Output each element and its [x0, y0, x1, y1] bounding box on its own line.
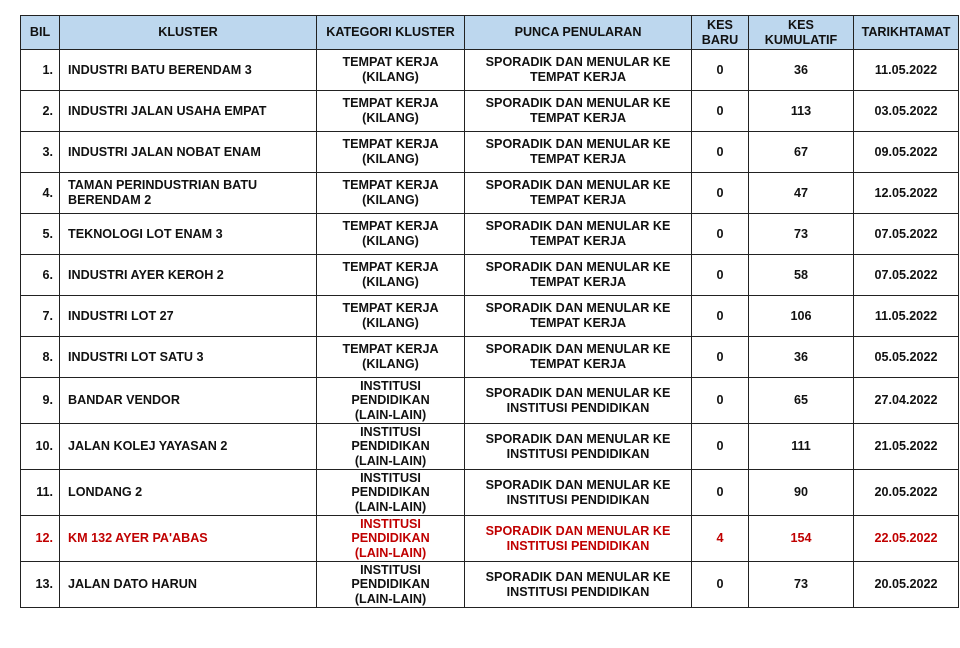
table-row: [21, 91, 959, 132]
cell-punca: SPORADIK DAN MENULAR KE INSTITUSI PENDIDIKAN: [465, 562, 692, 608]
cell-kluster: INDUSTRI BATU BERENDAM 3: [60, 50, 317, 91]
cell-kes-baru: 0: [692, 562, 749, 608]
cell-bil: 7.: [21, 296, 60, 337]
cell-kes-baru: 0: [692, 50, 749, 91]
cell-tarikh: 07.05.2022: [854, 214, 959, 255]
cell-kes-kumulatif: 111: [749, 424, 854, 470]
cell-bil: 4.: [21, 173, 60, 214]
table-header-row: [21, 16, 959, 50]
cell-kategori: TEMPAT KERJA (KILANG): [317, 50, 465, 91]
cell-bil: 9.: [21, 378, 60, 424]
cell-tarikh: 11.05.2022: [854, 296, 959, 337]
header-kluster: KLUSTER: [60, 16, 317, 50]
cell-kes-baru: 0: [692, 173, 749, 214]
cell-bil: 1.: [21, 50, 60, 91]
table-row: [21, 470, 959, 516]
cell-kes-kumulatif: 106: [749, 296, 854, 337]
cell-kes-kumulatif: 67: [749, 132, 854, 173]
cell-kategori: TEMPAT KERJA (KILANG): [317, 337, 465, 378]
cell-kategori: INSTITUSI PENDIDIKAN (LAIN-LAIN): [317, 470, 465, 516]
cell-kluster: LONDANG 2: [60, 470, 317, 516]
cell-tarikh: 21.05.2022: [854, 424, 959, 470]
header-kes-kumulatif: KES KUMULATIF: [749, 16, 854, 50]
table-row: [21, 214, 959, 255]
table-row: [21, 296, 959, 337]
cell-bil: 12.: [21, 516, 60, 562]
cell-kluster: INDUSTRI JALAN NOBAT ENAM: [60, 132, 317, 173]
cell-kes-baru: 0: [692, 91, 749, 132]
table-row: [21, 516, 959, 562]
cell-kes-baru: 4: [692, 516, 749, 562]
table-row: [21, 132, 959, 173]
cell-kluster: TEKNOLOGI LOT ENAM 3: [60, 214, 317, 255]
cell-punca: SPORADIK DAN MENULAR KE TEMPAT KERJA: [465, 132, 692, 173]
table-row: [21, 378, 959, 424]
cluster-table: [20, 15, 959, 608]
table-row: [21, 173, 959, 214]
cell-bil: 2.: [21, 91, 60, 132]
cell-tarikh: 27.04.2022: [854, 378, 959, 424]
cell-punca: SPORADIK DAN MENULAR KE INSTITUSI PENDIDIKAN: [465, 516, 692, 562]
cell-kes-baru: 0: [692, 470, 749, 516]
cell-kes-baru: 0: [692, 255, 749, 296]
cell-bil: 10.: [21, 424, 60, 470]
cell-punca: SPORADIK DAN MENULAR KE TEMPAT KERJA: [465, 91, 692, 132]
header-kes-baru: KES BARU: [692, 16, 749, 50]
cell-punca: SPORADIK DAN MENULAR KE INSTITUSI PENDIDIKAN: [465, 424, 692, 470]
cell-kluster: INDUSTRI LOT 27: [60, 296, 317, 337]
cell-kes-kumulatif: 47: [749, 173, 854, 214]
cell-kluster: KM 132 AYER PA'ABAS: [60, 516, 317, 562]
header-kategori: KATEGORI KLUSTER: [317, 16, 465, 50]
cell-kes-baru: 0: [692, 296, 749, 337]
cell-tarikh: 05.05.2022: [854, 337, 959, 378]
header-bil: BIL: [21, 16, 60, 50]
cell-kes-kumulatif: 36: [749, 50, 854, 91]
cell-kategori: INSTITUSI PENDIDIKAN (LAIN-LAIN): [317, 378, 465, 424]
table-row: [21, 562, 959, 608]
cell-punca: SPORADIK DAN MENULAR KE TEMPAT KERJA: [465, 255, 692, 296]
cell-tarikh: 07.05.2022: [854, 255, 959, 296]
cell-kluster: INDUSTRI LOT SATU 3: [60, 337, 317, 378]
cell-kes-kumulatif: 65: [749, 378, 854, 424]
cell-tarikh: 22.05.2022: [854, 516, 959, 562]
cell-kluster: BANDAR VENDOR: [60, 378, 317, 424]
header-punca: PUNCA PENULARAN: [465, 16, 692, 50]
table-row: [21, 255, 959, 296]
cell-kes-baru: 0: [692, 214, 749, 255]
cell-kes-kumulatif: 73: [749, 214, 854, 255]
cell-kategori: INSTITUSI PENDIDIKAN (LAIN-LAIN): [317, 424, 465, 470]
cell-tarikh: 09.05.2022: [854, 132, 959, 173]
cell-punca: SPORADIK DAN MENULAR KE INSTITUSI PENDIDIKAN: [465, 378, 692, 424]
cell-bil: 8.: [21, 337, 60, 378]
cell-kes-baru: 0: [692, 424, 749, 470]
table-row: [21, 50, 959, 91]
cell-bil: 13.: [21, 562, 60, 608]
cell-kluster: JALAN DATO HARUN: [60, 562, 317, 608]
cell-bil: 5.: [21, 214, 60, 255]
cell-kes-kumulatif: 58: [749, 255, 854, 296]
cell-kluster: INDUSTRI JALAN USAHA EMPAT: [60, 91, 317, 132]
cell-kes-kumulatif: 36: [749, 337, 854, 378]
cell-kategori: TEMPAT KERJA (KILANG): [317, 255, 465, 296]
cell-tarikh: 03.05.2022: [854, 91, 959, 132]
cell-bil: 6.: [21, 255, 60, 296]
cell-kes-kumulatif: 90: [749, 470, 854, 516]
cell-punca: SPORADIK DAN MENULAR KE TEMPAT KERJA: [465, 296, 692, 337]
cell-kes-kumulatif: 154: [749, 516, 854, 562]
cell-kluster: JALAN KOLEJ YAYASAN 2: [60, 424, 317, 470]
table-row: [21, 337, 959, 378]
cell-kategori: INSTITUSI PENDIDIKAN (LAIN-LAIN): [317, 516, 465, 562]
cell-kluster: TAMAN PERINDUSTRIAN BATU BERENDAM 2: [60, 173, 317, 214]
cell-punca: SPORADIK DAN MENULAR KE INSTITUSI PENDIDIKAN: [465, 470, 692, 516]
cell-kategori: INSTITUSI PENDIDIKAN (LAIN-LAIN): [317, 562, 465, 608]
cell-kes-baru: 0: [692, 378, 749, 424]
cell-kategori: TEMPAT KERJA (KILANG): [317, 132, 465, 173]
cell-kes-kumulatif: 73: [749, 562, 854, 608]
cell-kategori: TEMPAT KERJA (KILANG): [317, 173, 465, 214]
cell-kes-kumulatif: 113: [749, 91, 854, 132]
cell-kes-baru: 0: [692, 337, 749, 378]
cell-kategori: TEMPAT KERJA (KILANG): [317, 296, 465, 337]
cell-punca: SPORADIK DAN MENULAR KE TEMPAT KERJA: [465, 214, 692, 255]
cell-tarikh: 20.05.2022: [854, 470, 959, 516]
cell-kes-baru: 0: [692, 132, 749, 173]
cell-tarikh: 20.05.2022: [854, 562, 959, 608]
cell-kategori: TEMPAT KERJA (KILANG): [317, 214, 465, 255]
cell-bil: 11.: [21, 470, 60, 516]
table-row: [21, 424, 959, 470]
cell-punca: SPORADIK DAN MENULAR KE TEMPAT KERJA: [465, 173, 692, 214]
cell-kluster: INDUSTRI AYER KEROH 2: [60, 255, 317, 296]
cell-tarikh: 11.05.2022: [854, 50, 959, 91]
cell-kategori: TEMPAT KERJA (KILANG): [317, 91, 465, 132]
cell-punca: SPORADIK DAN MENULAR KE TEMPAT KERJA: [465, 337, 692, 378]
cell-punca: SPORADIK DAN MENULAR KE TEMPAT KERJA: [465, 50, 692, 91]
cell-bil: 3.: [21, 132, 60, 173]
header-tarikh: TARIKHTAMAT: [854, 16, 959, 50]
cell-tarikh: 12.05.2022: [854, 173, 959, 214]
